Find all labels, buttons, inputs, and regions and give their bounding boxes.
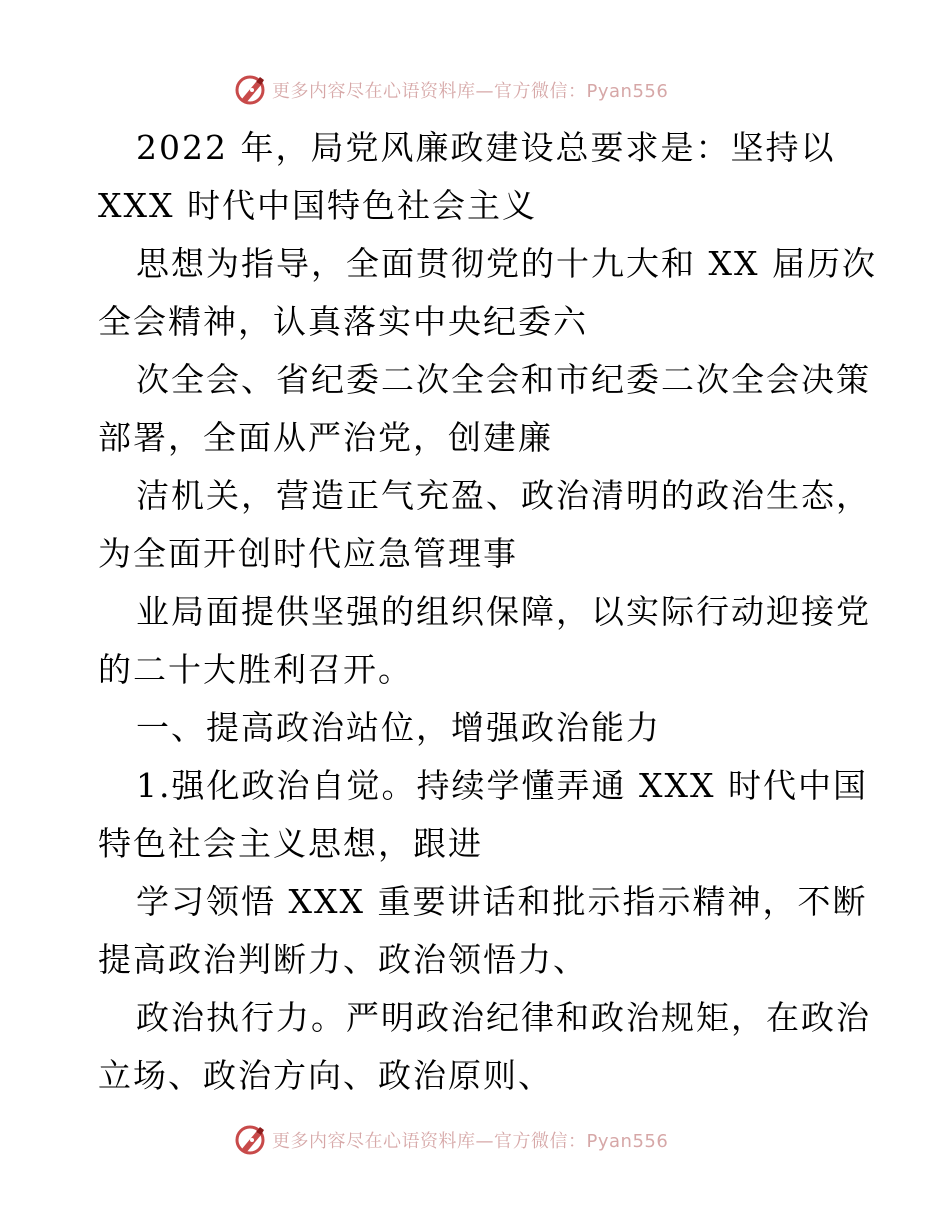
footer-watermark xyxy=(232,1122,668,1158)
text-line: 全会精神，认真落实中央纪委六 xyxy=(98,302,588,341)
text-line: 洁机关，营造正气充盈、政治清明的政治生态， xyxy=(136,476,871,515)
text-line: 部署，全面从严治党，创建廉 xyxy=(98,418,553,457)
watermark-text: 更多内容尽在心语资料库—官方微信：Pyan556 xyxy=(272,1131,669,1152)
text-line: 思想为指导，全面贯彻党的十九大和 XX 届历次 xyxy=(136,244,877,283)
text-line: 为全面开创时代应急管理事 xyxy=(98,534,518,573)
text-line: 特色社会主义思想，跟进 xyxy=(98,824,483,863)
text-line: 2022 年，局党风廉政建设总要求是：坚持以 xyxy=(136,128,836,167)
text-line: 次全会、省纪委二次全会和市纪委二次全会决策 xyxy=(136,360,871,399)
text-line: 1.强化政治自觉。持续学懂弄通 XXX 时代中国 xyxy=(136,766,868,805)
text-line: 学习领悟 XXX 重要讲话和批示指示精神，不断 xyxy=(136,882,868,921)
text-line: 政治执行力。严明政治纪律和政治规矩，在政治 xyxy=(136,998,871,1037)
pen-nib-logo-icon xyxy=(232,72,268,108)
text-line: XXX 时代中国特色社会主义 xyxy=(98,186,537,225)
section-heading: 一、提高政治站位，增强政治能力 xyxy=(136,708,661,747)
text-line: 提高政治判断力、政治领悟力、 xyxy=(98,940,588,979)
pen-nib-logo-icon xyxy=(232,1122,268,1158)
text-line: 业局面提供坚强的组织保障，以实际行动迎接党 xyxy=(136,592,871,631)
watermark-text: 更多内容尽在心语资料库—官方微信：Pyan556 xyxy=(272,81,669,102)
header-watermark xyxy=(232,72,668,108)
text-line: 立场、政治方向、政治原则、 xyxy=(98,1056,553,1095)
text-line: 的二十大胜利召开。 xyxy=(98,650,413,689)
